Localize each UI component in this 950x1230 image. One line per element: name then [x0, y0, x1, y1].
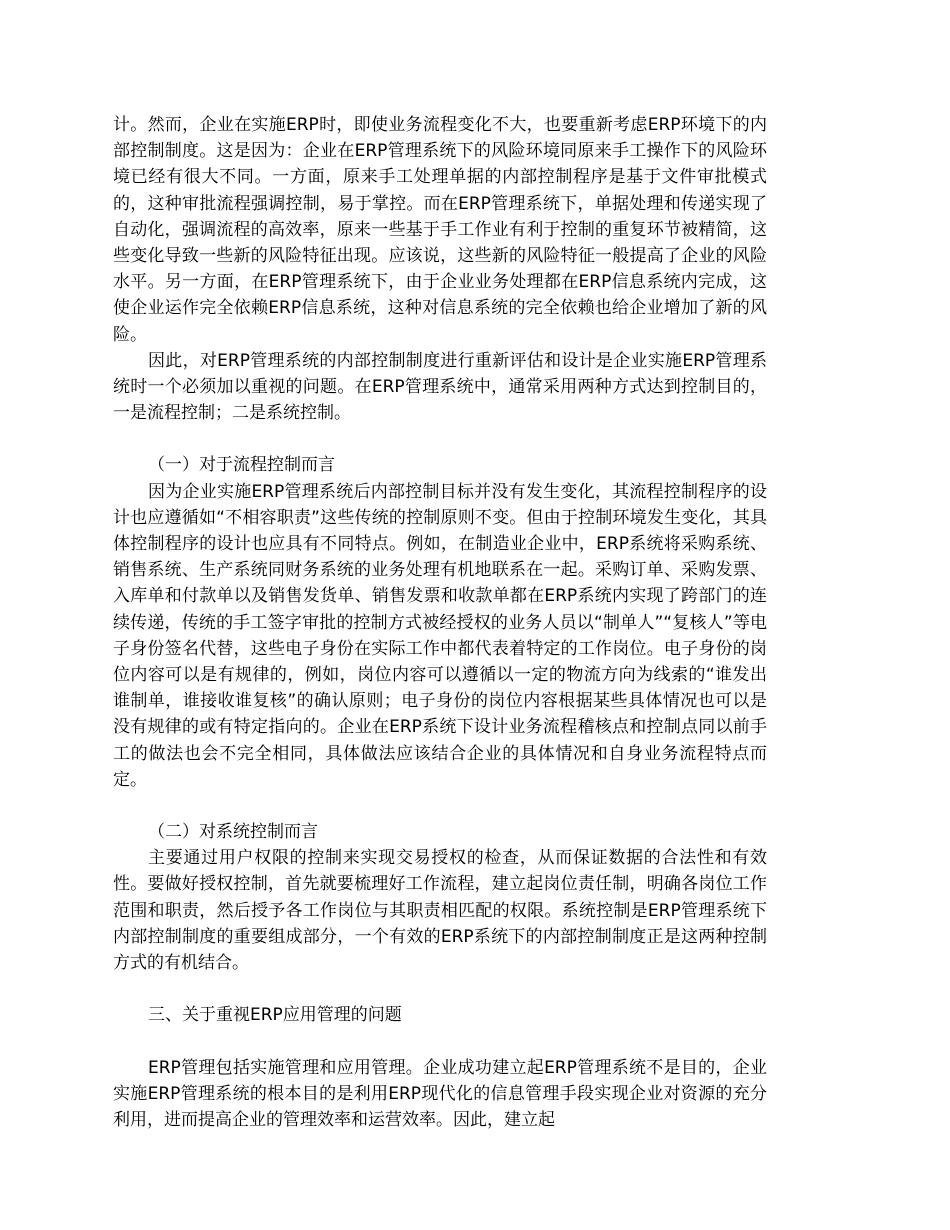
paragraph-risk-environment: 计。然而，企业在实施ERP时，即使业务流程变化不大，也要重新考虑ERP环境下的内部控制制度。这是因为：企业在ERP管理系统下的风险环境同原来手工操作下的风险环境已经有很大不同。一方面，原来手工处理单据的内部控制程序是基于文件审批模式的，这种审批流程强调控制，易于掌控。而在ERP管理系统下，单据处理和传递实现了自动化，强调流程的高效率，原来一些基于手工作业有利于控制的重复环节被精简，这些变化导致一些新的风险特征出现。应该说，这些新的风险特征一般提高了企业的风险水平。另一方面，在ERP管理系统下，由于企业业务处理都在ERP信息系统内完成，这使企业运作完全依赖ERP信息系统，这种对信息系统的完全依赖也给企业增加了新的风险。: [113, 115, 767, 345]
heading-system-control: （二）对系统控制而言: [148, 822, 318, 843]
heading-process-control: （一）对于流程控制而言: [148, 455, 335, 476]
paragraph-process-control: 因为企业实施ERP管理系统后内部控制目标并没有发生变化，其流程控制程序的设计也应遵循如“不相容职责”这些传统的控制原则不变。但由于控制环境发生变化，其具体控制程序的设计也应具有不同特点。例如，在制造业企业中，ERP系统将采购系统、销售系统、生产系统同财务系统的业务处理有机地联系在一起。采购订单、采购发票、入库单和付款单以及销售发货单、销售发票和收款单都在ERP系统内实现了跨部门的连续传递，传统的手工签字审批的控制方式被经授权的业务人员以“制单人”“复核人”等电子身份签名代替，这些电子身份在实际工作中都代表着特定的工作岗位。电子身份的岗位内容可以是有规律的，例如，岗位内容可以遵循以一定的物流方向为线索的“谁发出谁制单，谁接收谁复核”的确认原则；电子身份的岗位内容根据某些具体情况也可以是没有规律的或有特定指向的。企业在ERP系统下设计业务流程稽核点和控制点同以前手工的做法也会不完全相同，具体做法应该结合企业的具体情况和自身业务流程特点而定。: [113, 481, 767, 790]
paragraph-erp-management: ERP管理包括实施管理和应用管理。企业成功建立起ERP管理系统不是目的，企业实施ERP管理系统的根本目的是利用ERP现代化的信息管理手段实现企业对资源的充分利用，进而提高企业的管理效率和运营效率。因此，建立起: [113, 1057, 767, 1130]
paragraph-system-control: 主要通过用户权限的控制来实现交易授权的检查，从而保证数据的合法性和有效性。要做好授权控制，首先就要梳理好工作流程，建立起岗位责任制，明确各岗位工作范围和职责，然后授予各工作岗位与其职责相匹配的权限。系统控制是ERP管理系统下内部控制制度的重要组成部分，一个有效的ERP系统下的内部控制制度正是这两种控制方式的有机结合。: [113, 848, 767, 974]
document-page: [113, 112, 767, 1133]
paragraph-control-redesign: 因此，对ERP管理系统的内部控制制度进行重新评估和设计是企业实施ERP管理系统时一个必须加以重视的问题。在ERP管理系统中，通常采用两种方式达到控制目的，一是流程控制；二是系统控制。: [113, 350, 767, 424]
heading-erp-application-management: 三、关于重视ERP应用管理的问题: [148, 1005, 402, 1026]
